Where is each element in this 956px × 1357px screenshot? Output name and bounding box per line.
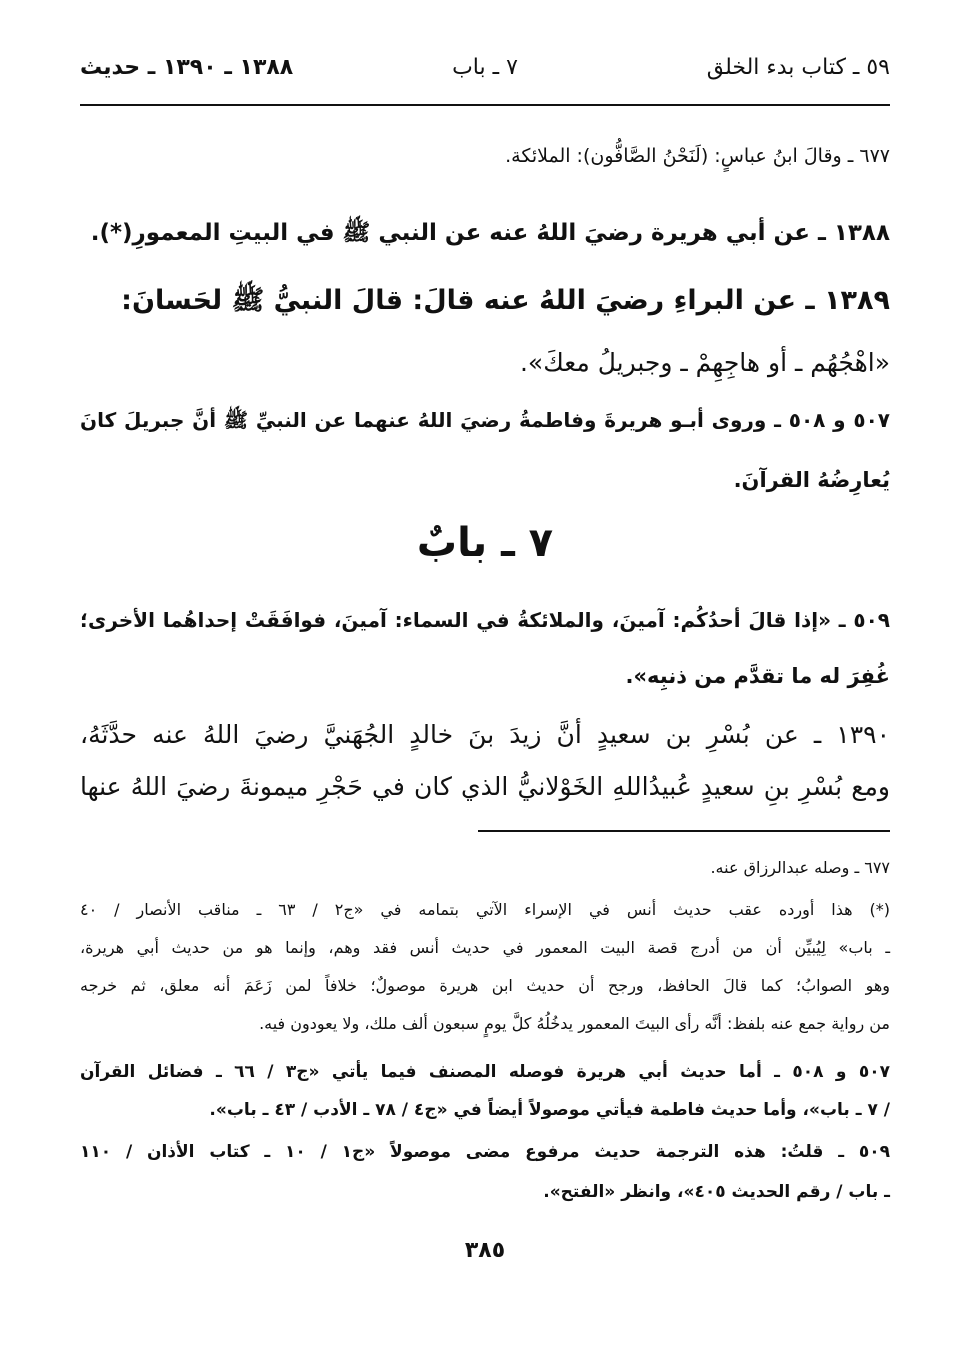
narration-509-line1: ٥٠٩ ـ «إذا قالَ أحدُكُم: آمينَ، والملائكةُ في السماء: آمينَ، فوافَقَتْ إحداهُما الأخرى؛	[80, 608, 890, 632]
narration-677: ٦٧٧ ـ وقالَ ابنُ عباسٍ: (لَنَحْنُ الصَّافُّون): الملائكة.	[505, 145, 890, 167]
header-hadith-range: ١٣٨٨ ـ ١٣٩٠ ـ حديث	[80, 55, 294, 80]
section-heading: ٧ ـ بابٌ	[416, 520, 554, 566]
footnote-star-line4: من رواية جمع عنه بلفظ: أنَّه رأى البيتَ المعمور يدخُلُهُ كلَّ يومٍ سبعون ألف ملك، ولا يعودون فيه.	[259, 1014, 890, 1033]
hadith-1389-line2: «اهْجُهُم ـ أو هاجِهِمْ ـ وجبريلُ معكَ».	[519, 348, 890, 377]
footnote-rule	[478, 830, 890, 832]
running-header	[80, 55, 890, 95]
footnote-star-line3: وهو الصوابُ؛ كما قالَ الحافظ، ورجح أن حديث ابن هريرة موصولٌ؛ خلافاً لمن زَعَمَ أنه معلق، ثم خرجه	[80, 976, 890, 995]
footnote-509-line1: ٥٠٩ ـ قلتُ: هذه الترجمة حديث مرفوع مضى موصولاً «ج١ / ١٠ ـ كتاب الأذان / ١١٠	[80, 1142, 891, 1162]
header-rule	[80, 104, 890, 106]
hadith-1390-line1: ١٣٩٠ ـ عن بُسْرِ بن سعيدٍ أنَّ زيدَ بنَ خالدٍ الجُهَنيَّ رضيَ اللهُ عنه حدَّثَهُ،	[80, 720, 890, 749]
footnote-star-line1: (*) هذا أورده عقب حديث أنس في الإسراء الآتي بتمامه في «ج٢ / ٦٣ ـ مناقب الأنصار / ٤٠	[80, 900, 891, 919]
hadith-1388: ١٣٨٨ ـ عن أبي هريرة رضيَ اللهُ عنه عن النبي ﷺ في البيتِ المعمورِ(*).	[90, 220, 890, 246]
narration-507-line2: يُعارِضُهُ القرآنَ.	[733, 468, 890, 492]
narration-507-line1: ٥٠٧ و ٥٠٨ ـ وروى أبـو هريرةَ وفاطمةُ رضيَ اللهُ عنهما عن النبيِّ ﷺ أنَّ جبريلَ كانَ	[80, 408, 891, 432]
header-book-title: ٥٩ ـ كتاب بدء الخلق	[706, 55, 890, 80]
hadith-1390-line2: ومع بُسْرِ بنِ سعيدٍ عُبيدُاللهِ الخَوْلانيُّ الذي كان في حَجْرِ ميمونةَ رضيَ اللهُ عنها	[80, 772, 890, 801]
footnote-677: ٦٧٧ ـ وصله عبدالرزاق عنه.	[710, 858, 890, 877]
page-number: ٣٨٥	[464, 1238, 506, 1263]
header-chapter: ٧ ـ باب	[452, 55, 518, 80]
footnote-509-line2: ـ باب / رقم الحديث ٤٠٥»، وانظر «الفتح».	[543, 1182, 890, 1202]
narration-509-line2: غُفِرَ له ما تقدَّم من ذنبِه».	[625, 664, 890, 688]
footnote-star-line2: ـ باب» لِيُبيِّن أن من أدرج قصة البيت المعمور في حديث أنس فقد وهم، وإنما هو من حديث أبي هريرة،	[80, 938, 890, 957]
footnote-507-line1: ٥٠٧ و ٥٠٨ ـ أما حديث أبي هريرة فوصله المصنف فيما يأتي «ج٣ / ٦٦ ـ فضائل القرآن	[80, 1062, 890, 1082]
hadith-1389-line1: ١٣٨٩ ـ عن البراءِ رضيَ اللهُ عنه قالَ: قالَ النبيُّ ﷺ لحَسانَ:	[121, 285, 890, 316]
footnote-507-line2: / ٧ ـ باب»، وأما حديث فاطمة فيأتي موصولاً أيضاً في «ج٤ / ٧٨ ـ الأدب / ٤٣ ـ باب».	[209, 1100, 890, 1120]
